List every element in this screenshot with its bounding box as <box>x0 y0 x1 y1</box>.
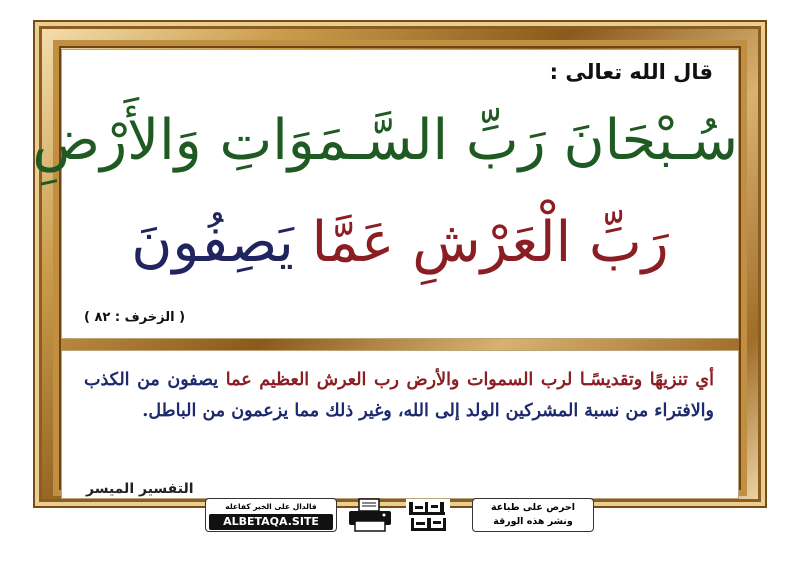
verse-panel <box>32 50 738 338</box>
tafsir-rest-part: يصفون من الكذب والافتراء من نسبة المشركين الولد إلى الله، وغير ذلك مما يزعمون من الباطل. <box>84 370 714 421</box>
site-slogan: فالدال على الخير كفاعله <box>225 502 317 511</box>
print-reminder-line-2: ونشر هذه الورقة <box>493 516 573 527</box>
verse-line-2-red: رَبِّ الْعَرْشِ عَمَّا <box>311 210 669 275</box>
verse-line-1: سُـبْحَانَ رَبِّ السَّـمَوَاتِ وَالأَرْضِ <box>32 108 738 173</box>
verse-line-2 <box>62 210 738 275</box>
albetaqa-logo-icon <box>404 496 452 536</box>
tafsir-panel <box>62 351 738 498</box>
tafsir-source: التفسير الميسر <box>86 481 194 497</box>
tafsir-red-part: أي تنزيهًا وتقديسًـا لرب السموات والأرض رب العرش العظيم عما <box>225 370 714 390</box>
intro-text: قال الله تعالى : <box>549 60 713 84</box>
verse-source: ( الزخرف : ٨٢ ) <box>84 310 186 325</box>
verse-line-2-navy: يَصِفُونَ <box>131 210 294 275</box>
tafsir-text <box>84 365 714 427</box>
print-reminder-badge <box>472 498 594 532</box>
printer-icon <box>346 498 394 532</box>
print-reminder-line-1: احرص على طباعة <box>490 502 576 513</box>
site-url[interactable]: ALBETAQA.SITE <box>209 514 333 530</box>
site-badge <box>205 498 337 532</box>
